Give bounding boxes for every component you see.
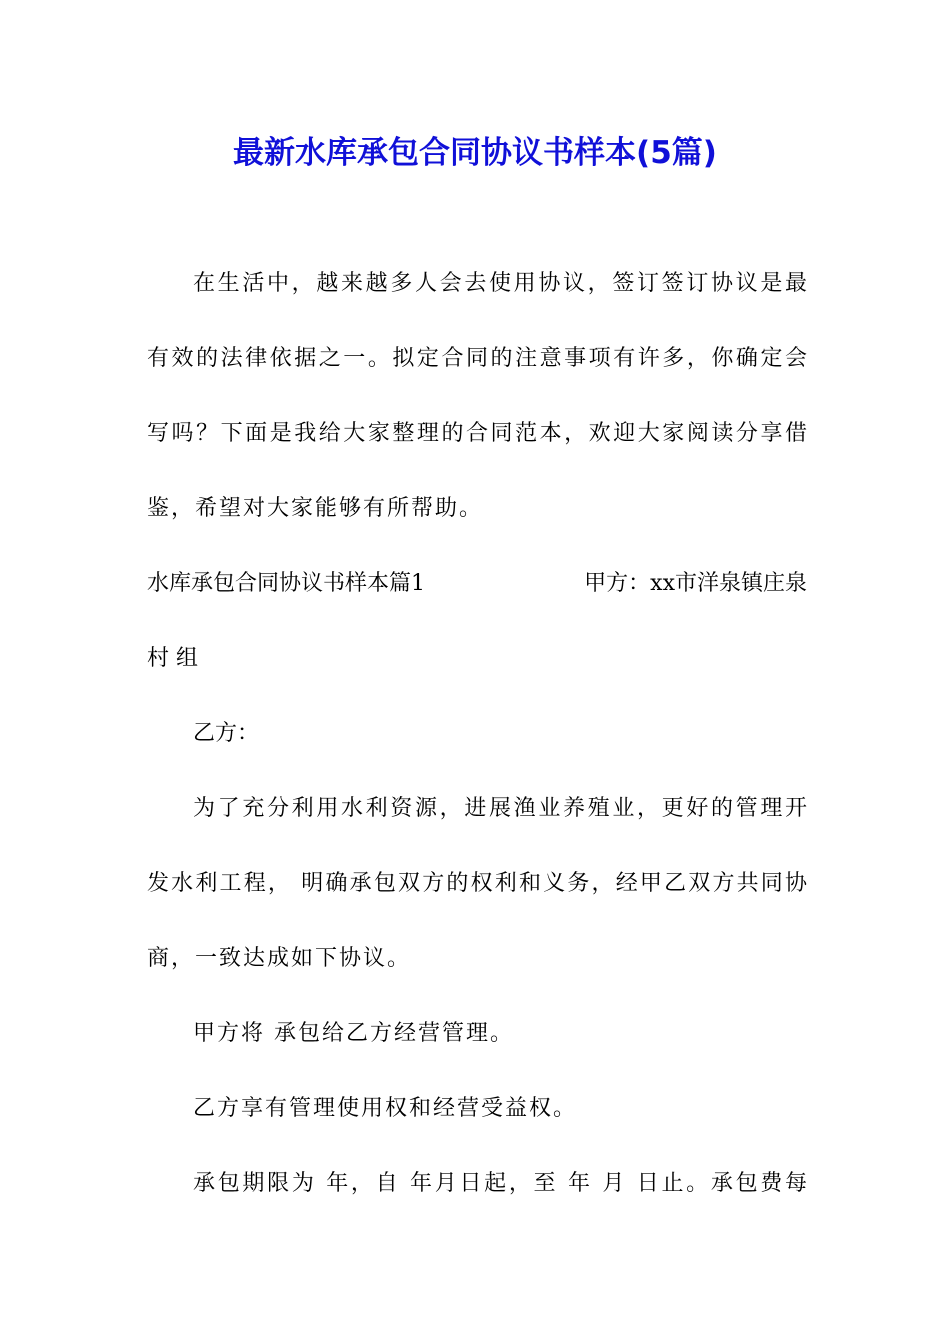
intro-line-1: 在生活中，越来越多人会去使用协议，签订签订协议是最 bbox=[193, 271, 807, 296]
document-title: 最新水库承包合同协议书样本(5篇) bbox=[233, 135, 717, 171]
purpose-line-1: 为了充分利用水利资源，进展渔业养殖业，更好的管理开 bbox=[193, 796, 807, 821]
intro-line-3: 写吗？下面是我给大家整理的合同范本，欢迎大家阅读分享借 bbox=[147, 421, 807, 446]
purpose-line-3: 商，一致达成如下协议。 bbox=[147, 946, 412, 971]
party-a-continued: 村 组 bbox=[147, 646, 198, 671]
clause-1: 甲方将 承包给乙方经营管理。 bbox=[193, 1021, 514, 1046]
section-title: 水库承包合同协议书样本篇1 bbox=[147, 571, 425, 596]
clause-3: 承包期限为 年，自 年月日起，至 年 月 日止。承包费每 bbox=[193, 1171, 807, 1196]
party-a-label: 甲方：xx市洋泉镇庄泉 bbox=[584, 571, 807, 596]
purpose-line-2: 发水利工程， 明确承包双方的权利和义务，经甲乙双方共同协 bbox=[147, 871, 807, 896]
section-heading-row bbox=[147, 564, 807, 604]
party-b-label: 乙方： bbox=[193, 721, 260, 746]
intro-line-4: 鉴，希望对大家能够有所帮助。 bbox=[147, 496, 484, 521]
clause-2: 乙方享有管理使用权和经营受益权。 bbox=[193, 1096, 578, 1121]
intro-line-2: 有效的法律依据之一。拟定合同的注意事项有许多，你确定会 bbox=[147, 346, 807, 371]
